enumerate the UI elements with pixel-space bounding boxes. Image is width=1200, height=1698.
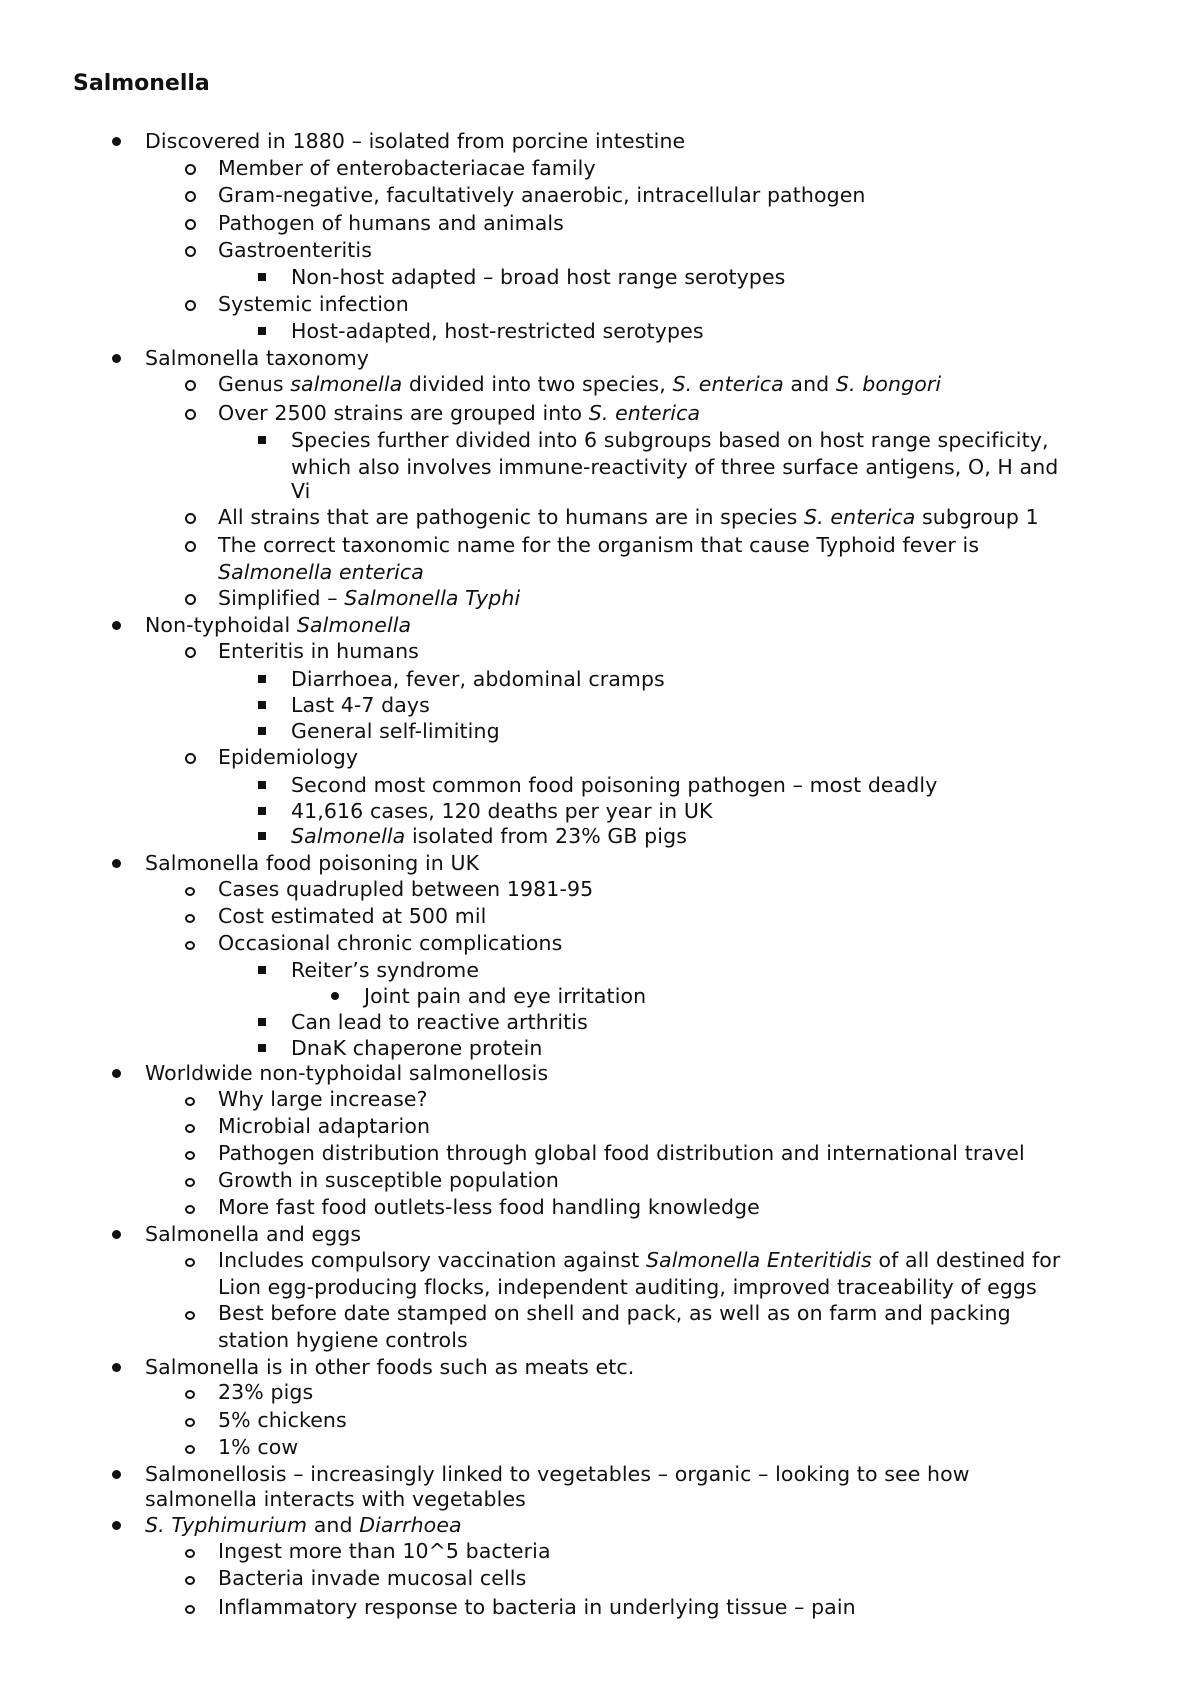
list-item: Gram-negative, facultatively anaerobic, intracellular pathogen xyxy=(218,183,866,208)
list-item: 23% pigs xyxy=(218,1380,313,1405)
bullet-icon xyxy=(185,191,196,202)
list-item: 41,616 cases, 120 deaths per year in UK xyxy=(291,799,713,824)
bullet-icon xyxy=(112,1521,121,1530)
bullet-icon xyxy=(258,1044,266,1052)
list-item: Non-typhoidal Salmonella xyxy=(145,613,411,638)
bullet-icon xyxy=(185,941,195,950)
list-item-continuation: which also involves immune-reactivity of three surface antigens, O, H and xyxy=(291,455,1059,479)
list-item: Host-adapted, host-restricted serotypes xyxy=(291,319,704,344)
list-item: Occasional chronic complications xyxy=(218,931,562,956)
bullet-icon xyxy=(112,1470,121,1479)
list-item: Reiter’s syndrome xyxy=(291,958,479,983)
list-item: Second most common food poisoning pathogen – most deadly xyxy=(291,773,937,798)
list-item: More fast food outlets-less food handling knowledge xyxy=(218,1195,760,1220)
list-item: Why large increase? xyxy=(218,1087,428,1112)
bullet-icon xyxy=(258,781,266,789)
bullet-icon xyxy=(112,354,121,363)
list-item: S. Typhimurium and Diarrhoea xyxy=(145,1513,462,1538)
bullet-icon xyxy=(185,1576,195,1585)
list-item: Bacteria invade mucosal cells xyxy=(218,1566,526,1591)
list-item: Salmonella food poisoning in UK xyxy=(145,851,479,876)
list-item-continuation: Lion egg-producing flocks, independent auditing, improved traceability of eggs xyxy=(218,1275,1037,1299)
list-item: Best before date stamped on shell and pack, as well as on farm and packing xyxy=(218,1301,1011,1326)
list-item: Pathogen of humans and animals xyxy=(218,211,564,236)
bullet-icon xyxy=(185,1445,195,1454)
list-item: Last 4-7 days xyxy=(291,693,430,718)
list-item: 5% chickens xyxy=(218,1408,347,1433)
bullet-icon xyxy=(112,1230,121,1239)
bullet-icon xyxy=(185,594,196,605)
list-item: Cost estimated at 500 mil xyxy=(218,904,486,929)
bullet-icon xyxy=(185,887,195,896)
bullet-icon xyxy=(185,753,196,764)
bullet-icon xyxy=(185,914,195,923)
bullet-icon xyxy=(185,1549,195,1558)
list-item: The correct taxonomic name for the organism that cause Typhoid fever is xyxy=(218,533,979,558)
list-item-continuation: station hygiene controls xyxy=(218,1328,468,1352)
bullet-icon xyxy=(112,621,121,630)
list-item: Pathogen distribution through global food distribution and international travel xyxy=(218,1141,1025,1166)
bullet-icon xyxy=(185,1178,195,1187)
list-item: Salmonella is in other foods such as meats etc. xyxy=(145,1355,634,1380)
bullet-icon xyxy=(185,1097,195,1106)
list-item: Microbial adaptarion xyxy=(218,1114,430,1139)
list-item-continuation: Vi xyxy=(291,479,311,503)
list-item: Worldwide non-typhoidal salmonellosis xyxy=(145,1061,548,1086)
bullet-icon xyxy=(185,1390,195,1399)
list-item: Growth in susceptible population xyxy=(218,1168,559,1193)
bullet-icon xyxy=(185,409,196,420)
bullet-icon xyxy=(185,1124,195,1133)
bullet-icon xyxy=(258,1018,266,1026)
list-item-continuation: Salmonella enterica xyxy=(218,560,424,584)
bullet-icon xyxy=(185,1151,195,1160)
list-item: Joint pain and eye irritation xyxy=(364,984,646,1009)
bullet-icon xyxy=(185,1605,195,1614)
bullet-icon xyxy=(185,380,196,391)
list-item: Enteritis in humans xyxy=(218,639,419,664)
bullet-icon xyxy=(331,992,339,1000)
list-item: Systemic infection xyxy=(218,292,409,317)
bullet-icon xyxy=(112,137,121,146)
bullet-icon xyxy=(112,1363,121,1372)
bullet-icon xyxy=(258,436,266,444)
list-item: Species further divided into 6 subgroups based on host range specificity, xyxy=(291,428,1049,453)
list-item: Simplified – Salmonella Typhi xyxy=(218,586,520,611)
bullet-icon xyxy=(185,647,196,658)
bullet-icon xyxy=(185,246,196,257)
list-item: Diarrhoea, fever, abdominal cramps xyxy=(291,667,665,692)
bullet-icon xyxy=(185,1418,195,1427)
list-item: Over 2500 strains are grouped into S. enterica xyxy=(218,401,700,426)
bullet-icon xyxy=(258,727,266,735)
bullet-icon xyxy=(258,966,266,974)
list-item: General self-limiting xyxy=(291,719,500,744)
list-item: Gastroenteritis xyxy=(218,238,372,263)
bullet-icon xyxy=(258,675,266,683)
bullet-icon xyxy=(185,1311,195,1320)
page-title: Salmonella xyxy=(73,71,210,96)
bullet-icon xyxy=(185,300,196,311)
list-item: Salmonella and eggs xyxy=(145,1222,361,1247)
bullet-icon xyxy=(185,541,196,552)
list-item: Includes compulsory vaccination against Salmonella Enteritidis of all destined for xyxy=(218,1248,1060,1273)
list-item: Member of enterobacteriacae family xyxy=(218,156,596,181)
list-item: Discovered in 1880 – isolated from porcine intestine xyxy=(145,129,685,154)
list-item: Salmonellosis – increasingly linked to vegetables – organic – looking to see how xyxy=(145,1462,970,1487)
list-item-continuation: salmonella interacts with vegetables xyxy=(145,1487,526,1511)
bullet-icon xyxy=(185,513,196,524)
list-item: 1% cow xyxy=(218,1435,298,1460)
bullet-icon xyxy=(112,1069,121,1078)
bullet-icon xyxy=(258,807,266,815)
bullet-icon xyxy=(112,859,121,868)
bullet-icon xyxy=(258,273,266,281)
bullet-icon xyxy=(185,1258,195,1267)
list-item: Inflammatory response to bacteria in underlying tissue – pain xyxy=(218,1595,856,1620)
list-item: Non-host adapted – broad host range serotypes xyxy=(291,265,785,290)
list-item: Epidemiology xyxy=(218,745,358,770)
list-item: DnaK chaperone protein xyxy=(291,1036,542,1061)
bullet-icon xyxy=(185,164,196,175)
bullet-icon xyxy=(258,832,266,840)
bullet-icon xyxy=(185,1205,195,1214)
list-item: Genus salmonella divided into two species, S. enterica and S. bongori xyxy=(218,372,941,397)
list-item: Salmonella isolated from 23% GB pigs xyxy=(291,824,687,849)
bullet-icon xyxy=(258,327,266,335)
bullet-icon xyxy=(185,219,196,230)
list-item: Can lead to reactive arthritis xyxy=(291,1010,588,1035)
list-item: Salmonella taxonomy xyxy=(145,346,369,371)
bullet-icon xyxy=(258,701,266,709)
list-item: Ingest more than 10^5 bacteria xyxy=(218,1539,551,1564)
list-item: All strains that are pathogenic to humans are in species S. enterica subgroup 1 xyxy=(218,505,1039,530)
list-item: Cases quadrupled between 1981-95 xyxy=(218,877,593,902)
